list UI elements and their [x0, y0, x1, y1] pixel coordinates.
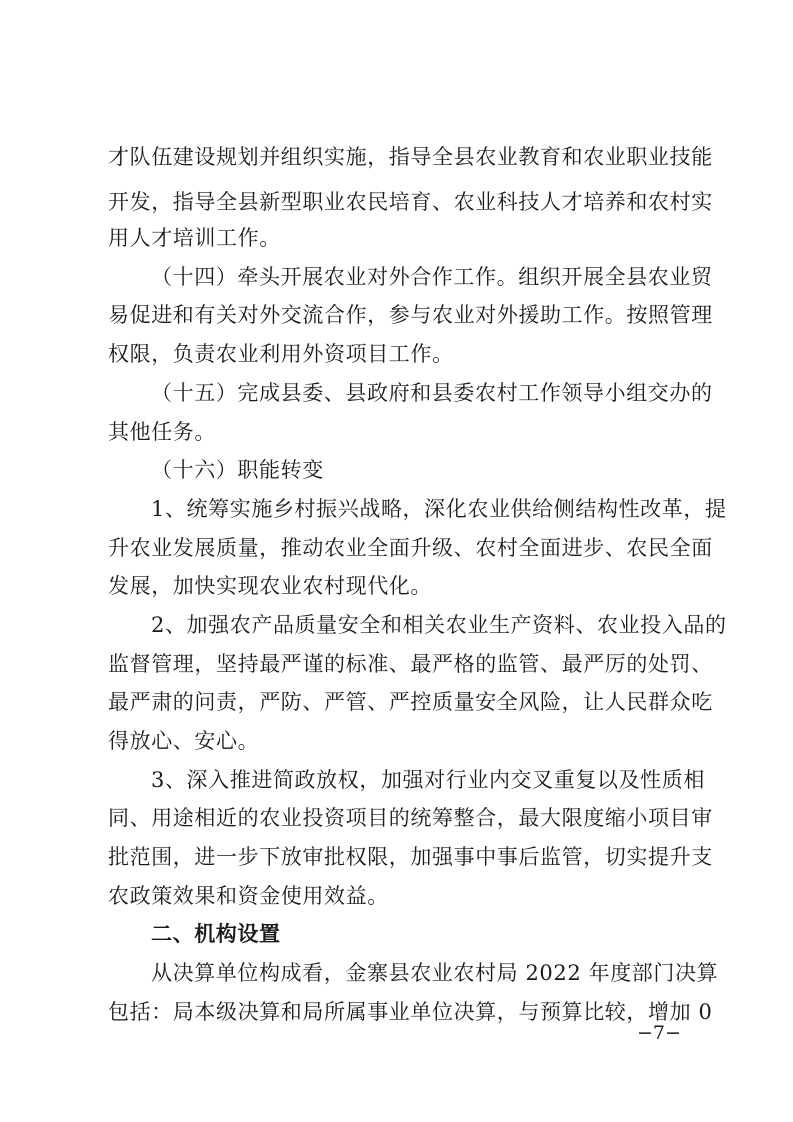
section-heading: 二、机构设置: [151, 922, 281, 946]
body-line: 发展，加快实现农业农村现代化。: [108, 574, 432, 598]
paragraph-heading-line: （十四）牵头开展农业对外合作工作。组织开展全县农业贸: [151, 265, 713, 289]
body-line: 包括：局本级决算和局所属事业单位决算，与预算比较，增加 0: [108, 1000, 713, 1024]
paragraph-heading-line: （十六）职能转变: [151, 458, 324, 482]
page-number: −7−: [637, 1022, 681, 1044]
body-line: 用人才培训工作。: [108, 226, 281, 250]
list-item-line: 3、深入推进简政放权，加强对行业内交叉重复以及性质相: [151, 768, 705, 792]
body-line: 才队伍建设规划并组织实施，指导全县农业教育和农业职业技能: [108, 145, 713, 169]
body-line: 监督管理，坚持最严谨的标准、最严格的监管、最严厉的处罚、: [108, 652, 713, 676]
body-line: 同、用途相近的农业投资项目的统筹整合，最大限度缩小项目审: [108, 806, 713, 830]
body-line: 升农业发展质量，推动农业全面升级、农村全面进步、农民全面: [108, 536, 713, 560]
body-line: 最严肃的问责，严防、严管、严控质量安全风险，让人民群众吃: [108, 690, 713, 714]
body-line: 开发，指导全县新型职业农民培育、农业科技人才培养和农村实: [108, 190, 713, 214]
paragraph-heading-line: （十五）完成县委、县政府和县委农村工作领导小组交办的: [151, 381, 713, 405]
list-item-line: 2、加强农产品质量安全和相关农业生产资料、农业投入品的: [151, 613, 727, 637]
body-line: 批范围，进一步下放审批权限，加强事中事后监管，切实提升支: [108, 845, 713, 869]
body-line: 权限，负责农业利用外资项目工作。: [108, 342, 454, 366]
body-line: 得放心、安心。: [108, 729, 260, 753]
body-line: 易促进和有关对外交流合作，参与农业对外援助工作。按照管理: [108, 303, 713, 327]
body-line: 其他任务。: [108, 420, 216, 444]
body-line: 农政策效果和资金使用效益。: [108, 884, 389, 908]
body-line: 从决算单位构成看，金寨县农业农村局 2022 年度部门决算: [151, 961, 719, 985]
list-item-line: 1、统筹实施乡村振兴战略，深化农业供给侧结构性改革，提: [151, 497, 727, 521]
